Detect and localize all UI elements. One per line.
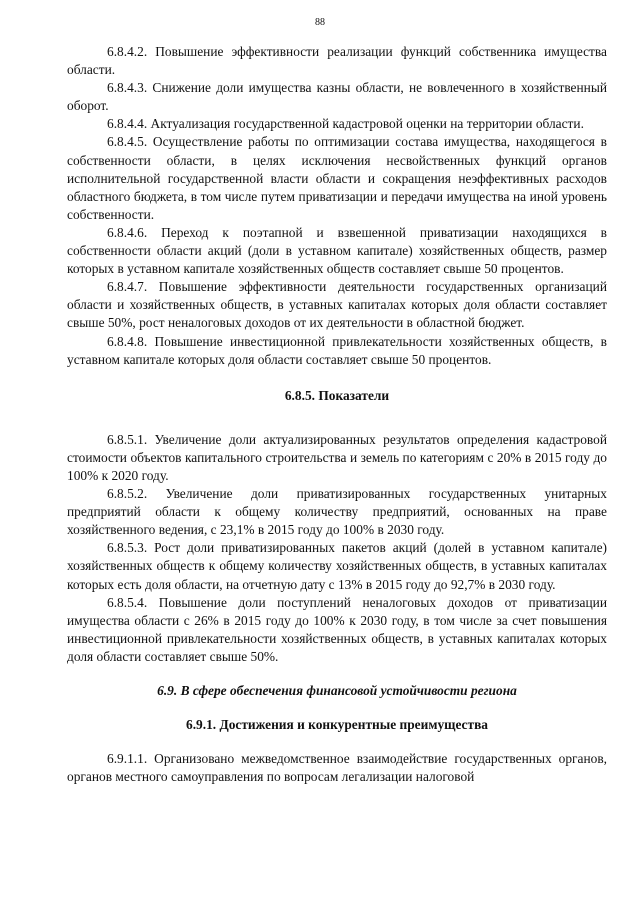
section-heading-6-8-5: 6.8.5. Показатели bbox=[284, 387, 390, 403]
paragraph-6-8-5-1: 6.8.5.1. Увеличение доли актуализированных результатов определения кадастровой стоимости объектов капитального строительства и земель по категориям с 20% в 2015 году до 100% к 2020 году. bbox=[67, 431, 607, 483]
paragraph-6-8-4-8: 6.8.4.8. Повышение инвестиционной привлекательности хозяйственных обществ, в уставном капитале которых доля области составляет свыше 50 процентов. bbox=[67, 333, 607, 367]
section-spacer bbox=[67, 734, 607, 750]
page-content bbox=[67, 43, 607, 786]
paragraph-6-8-4-4: 6.8.4.4. Актуализация государственной кадастровой оценки на территории области. bbox=[107, 116, 584, 132]
paragraph-6-8-4-3: 6.8.4.3. Снижение доли имущества казны области, не вовлеченного в хозяйственный оборот. bbox=[67, 80, 607, 114]
section-heading-6-9-1: 6.9.1. Достижения и конкурентные преимущества bbox=[186, 717, 488, 733]
page-number: 88 bbox=[315, 17, 325, 28]
section-spacer bbox=[67, 405, 607, 431]
section-spacer bbox=[67, 666, 607, 682]
paragraph-6-8-5-3: 6.8.5.3. Рост доли приватизированных пакетов акций (долей в уставном капитале) хозяйственных обществ к общему количеству хозяйственных обществ, в уставных капиталах которых есть доля области, на отчетную дату с 13% в 2015 году до 92,7% в 2030 году. bbox=[67, 540, 607, 592]
section-spacer bbox=[67, 369, 607, 387]
paragraph-6-8-5-2: 6.8.5.2. Увеличение доли приватизированных государственных унитарных предприятий области к общему количеству предприятий, основанных на праве хозяйственного ведения, с 23,1% в 2015 году до 100% в 2030 году. bbox=[67, 486, 607, 538]
paragraph-6-8-4-6: 6.8.4.6. Переход к поэтапной и взвешенной приватизации находящихся в собственности области акций (доли в уставном капитале) хозяйственных обществ, размер которых в уставном капитале хозяйственных обществ составляет свыше 50 процентов. bbox=[67, 224, 607, 277]
paragraph-6-9-1-1: 6.9.1.1. Организовано межведомственное взаимодействие государственных органов, органов местного самоуправления по вопросам легализации налоговой bbox=[67, 751, 607, 785]
paragraph-6-8-4-5: 6.8.4.5. Осуществление работы по оптимизации состава имущества, находящегося в собственности области, в целях исключения несвойственных функций органов исполнительной государственной власти области и сокращения неэффективных расходов областного бюджета, в том числе путем приватизации и передачи имущества на иной уровень собственности. bbox=[67, 134, 607, 222]
paragraph-6-8-4-2: 6.8.4.2. Повышение эффективности реализации функций собственника имущества области. bbox=[67, 44, 607, 78]
paragraph-6-8-5-4: 6.8.5.4. Повышение доли поступлений неналоговых доходов от приватизации имущества области с 26% в 2015 году до 100% к 2030 году, в том числе за счет повышения инвестиционной привлекательности хозяйственных обществ, в уставных капиталах которых доля области составляет свыше 50%. bbox=[67, 594, 607, 664]
section-spacer bbox=[67, 700, 607, 716]
section-heading-6-9: 6.9. В сфере обеспечения финансовой устойчивости региона bbox=[157, 683, 517, 698]
paragraph-6-8-4-7: 6.8.4.7. Повышение эффективности деятельности государственных организаций области и хозяйственных обществ, в уставных капиталах которых доля области составляет свыше 50%, рост неналоговых доходов от их деятельности в областной бюджет. bbox=[67, 279, 607, 331]
